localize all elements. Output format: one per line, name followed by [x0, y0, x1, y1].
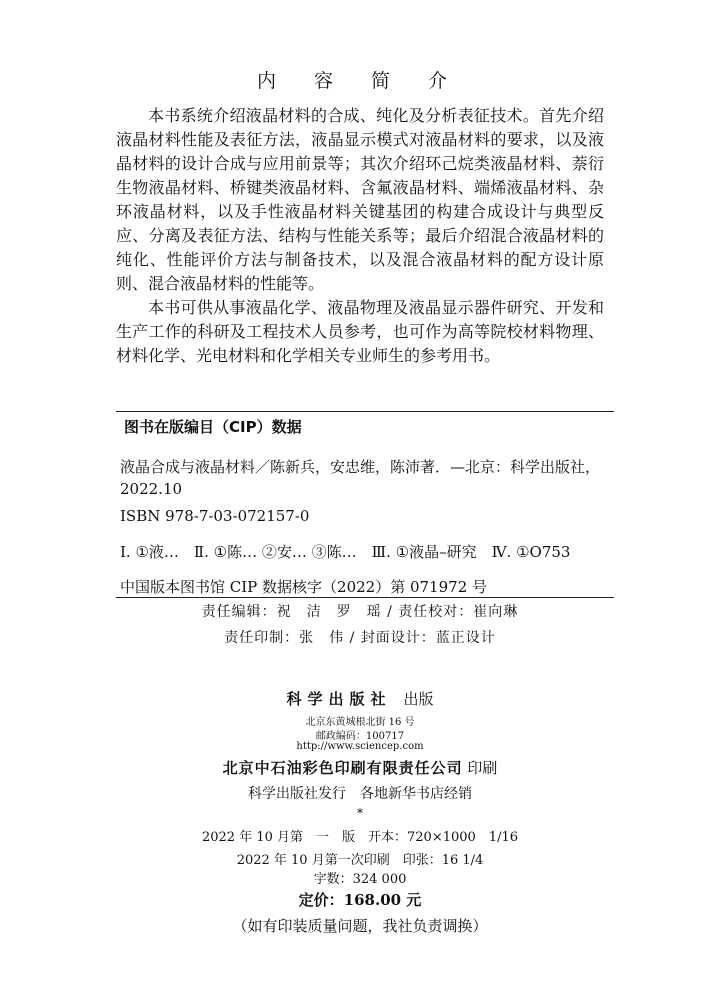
- quality-note: （如有印装质量问题，我社负责调换）: [232, 917, 488, 935]
- printer-suffix: 印刷: [467, 759, 498, 777]
- publisher-address: 北京东黄城根北街 16 号: [305, 717, 415, 728]
- printer-line: [0, 757, 720, 778]
- separator-asterisk: *: [357, 806, 363, 820]
- intro-paragraph-2: 本书可供从事液晶化学、液晶物理及液晶显示器件研究、开发和生产工作的科研及工程技术人员参考，也可作为高等院校材料物理、材料化学、光电材料和化学相关专业师生的参考用书。: [116, 298, 604, 365]
- publisher-line: [0, 688, 720, 709]
- introduction: [116, 104, 604, 368]
- isbn: ISBN 978-7-03-072157-0: [120, 507, 310, 525]
- page-title: 内 容 简 介: [256, 70, 464, 92]
- cip-top-divider: [116, 411, 614, 412]
- publisher-url: http://www.sciencep.com: [296, 741, 424, 752]
- staff-production: 责任印制：张 伟 / 封面设计：蓝正设计: [224, 630, 496, 646]
- publisher-suffix: 出版: [403, 690, 434, 708]
- cip-classification: Ⅰ. ①液… Ⅱ. ①陈… ②安… ③陈… Ⅲ. ①液晶–研究 Ⅳ. ①O753: [120, 543, 571, 561]
- distribution: 科学出版社发行 各地新华书店经销: [248, 786, 472, 802]
- publisher-name: 科学出版社: [286, 690, 392, 708]
- cip-verification: 中国版本图书馆 CIP 数据核字（2022）第 071972 号: [120, 578, 488, 596]
- edition-line-1: 2022 年 10 月第 一 版 开本：720×1000 1/16: [201, 830, 518, 845]
- intro-paragraph-1: 本书系统介绍液晶材料的合成、纯化及分析表征技术。首先介绍液晶材料性能及表征方法，液晶显示模式对液晶材料的要求，以及液晶材料的设计合成与应用前景等；其次介绍环己烷类液晶材料、萘衍生物液晶材料、桥键类液晶材料、含氟液晶材料、端烯液晶材料、杂环液晶材料，以及手性液晶材料关键基团的构建合成设计与典型反应、分离及表征方法、结构与性能关系等；最后介绍混合液晶材料的纯化、性能评价方法与制备技术，以及混合液晶材料的配方设计原则、混合液晶材料的性能等。: [116, 106, 604, 293]
- price: 定价：168.00 元: [298, 891, 422, 909]
- cip-heading: 图书在版编目（CIP）数据: [124, 418, 302, 436]
- cip-bottom-divider: [116, 597, 614, 598]
- edition-line-2: 2022 年 10 月第一次印刷 印张：16 1/4: [236, 853, 484, 868]
- cip-entry: 液晶合成与液晶材料／陈新兵，安忠维，陈沛著．—北京：科学出版社，2022.10: [120, 458, 601, 498]
- staff-editors: 责任编辑：祝 洁 罗 瑶 / 责任校对：崔向琳: [201, 604, 519, 620]
- publisher-postcode: 邮政编码：100717: [315, 731, 405, 742]
- printer-name: 北京中石油彩色印刷有限责任公司: [222, 759, 463, 777]
- word-count: 字数：324 000: [313, 872, 407, 887]
